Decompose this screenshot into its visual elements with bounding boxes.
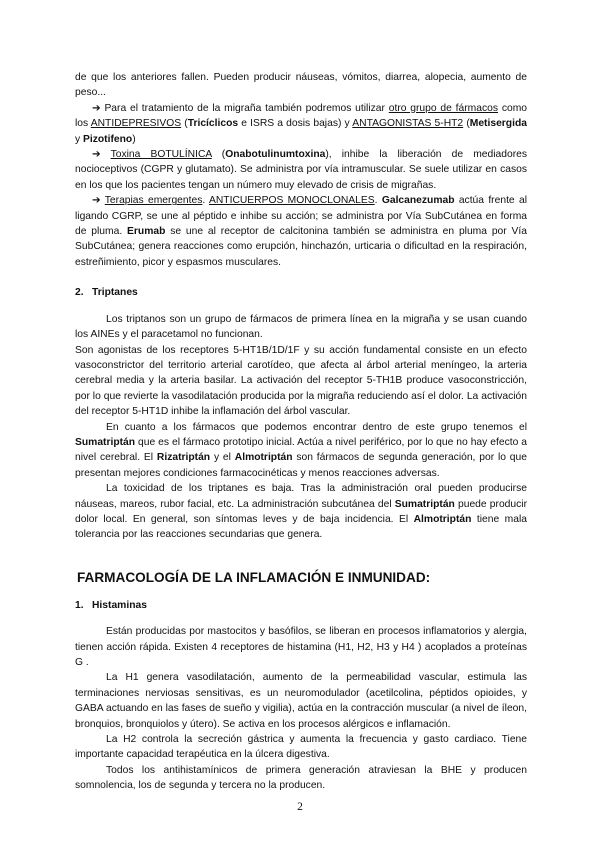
page-content bbox=[75, 70, 527, 794]
histaminas-paragraph-1: Están producidas por mastocitos y basófilos, se liberan en procesos inflamatorios y alergia, tienen acción rápida. Existen 4 receptores de histamina (H1, H2, H3 y H4 ) acoplados a proteínas G . bbox=[75, 626, 527, 668]
triptanes-paragraph-3: En cuanto a los fármacos que podemos encontrar dentro de este grupo tenemos el Sumatriptán que es el fármaco prototipo inicial. Actúa a nivel periférico, por lo que no hay efecto a nivel cerebral. El Rizatriptán y el Almotriptán son fármacos de segunda generación, por lo que presentan mejores condiciones farmacocinéticas y menos reacciones adversas. bbox=[75, 421, 527, 479]
histaminas-paragraph-3: La H2 controla la secreción gástrica y aumenta la frecuencia y gasto cardiaco. Tiene importante capacidad terapéutica en la úlcera digestiva. bbox=[75, 734, 527, 761]
triptanes-paragraph-4: La toxicidad de los triptanes es baja. Tras la administración oral pueden producirse náuseas, mareos, rubor facial, etc. La administración subcutánea del Sumatriptán puede producir dolor local. En general, son síntomas leves y de baja incidencia. El Almotriptán tiene mala tolerancia por las reacciones secundarias que genera. bbox=[75, 483, 527, 541]
section-heading-triptanes: 2. Triptanes bbox=[75, 287, 138, 299]
histaminas-paragraph-2: La H1 genera vasodilatación, aumento de la permeabilidad vascular, estimula las terminaciones nerviosas sensitivas, es un neuromodulador (acetilcolina, péptidos opioides, y GABA actuando en las fases de sueño y vigilia), actúa en la contracción muscular (a nivel de íleon, bronquios, bronquiolos y útero). Se activa en los procesos alérgicos e inflamación. bbox=[75, 672, 527, 730]
arrow-icon: ➔ bbox=[92, 149, 101, 161]
triptanes-paragraph-2: Son agonistas de los receptores 5-HT1B/1D/1F y su acción fundamental consiste en un efecto vasoconstrictor del territorio arterial carotídeo, que afecta al árbol arterial meníngeo, la arteria cerebral media y la arteria basilar. La activación del receptor 5-TH1B produce vasoconstricción, por lo que revierte la vasodilatación producida por la migraña reduciendo así el dolor. La activación del receptor 5-HT1D inhibe la inflamación del árbol vascular. bbox=[75, 344, 527, 418]
bullet-terapias-emergentes: ➔ Terapias emergentes. ANTICUERPOS MONOCLONALES. Galcanezumab actúa frente al ligando CGRP, se une al péptido e inhibe su acción; se administra por Vía SubCutánea en forma de pluma. Erumab se une al receptor de calcitonina también se administra en pluma por Vía SubCutánea; genera reacciones como erupción, hinchazón, urticaria o dificultad en la respiración, estreñimiento, picor y espasmos musculares. bbox=[75, 195, 527, 268]
bullet-antidepresivos: ➔ Para el tratamiento de la migraña también podremos utilizar otro grupo de fármacos como los ANTIDEPRESIVOS (Tricíclicos e ISRS a dosis bajas) y ANTAGONISTAS 5-HT2 (Metisergida y Pizotifeno) bbox=[75, 102, 527, 145]
triptanes-paragraph-1: Los triptanos son un grupo de fármacos de primera línea en la migraña y se usan cuando los AINEs y el paracetamol no funcionan. bbox=[75, 313, 527, 341]
section-heading-histaminas: 1. Histaminas bbox=[75, 599, 147, 611]
arrow-icon: ➔ bbox=[92, 195, 101, 207]
intro-paragraph: de que los anteriores fallen. Pueden producir náuseas, vómitos, diarrea, alopecia, aumento de peso... bbox=[75, 72, 527, 99]
bullet-toxina-botulinica: ➔ Toxina BOTULÍNICA (Onabotulinumtoxina), inhibe la liberación de mediadores nocioceptivos (CGPR y glutamato). Se administra por vía intramuscular. Se suele utilizar en casos en los que los pacientes tengan un número muy elevado de crisis de migrañas. bbox=[75, 149, 528, 191]
main-section-heading: FARMACOLOGÍA DE LA INFLAMACIÓN E INMUNIDAD: bbox=[77, 569, 431, 585]
arrow-icon: ➔ bbox=[92, 102, 101, 114]
page-number: 2 bbox=[297, 801, 303, 813]
histaminas-paragraph-4: Todos los antihistamínicos de primera generación atraviesan la BHE y producen somnolencia, los de segunda y tercera no la producen. bbox=[75, 764, 527, 792]
